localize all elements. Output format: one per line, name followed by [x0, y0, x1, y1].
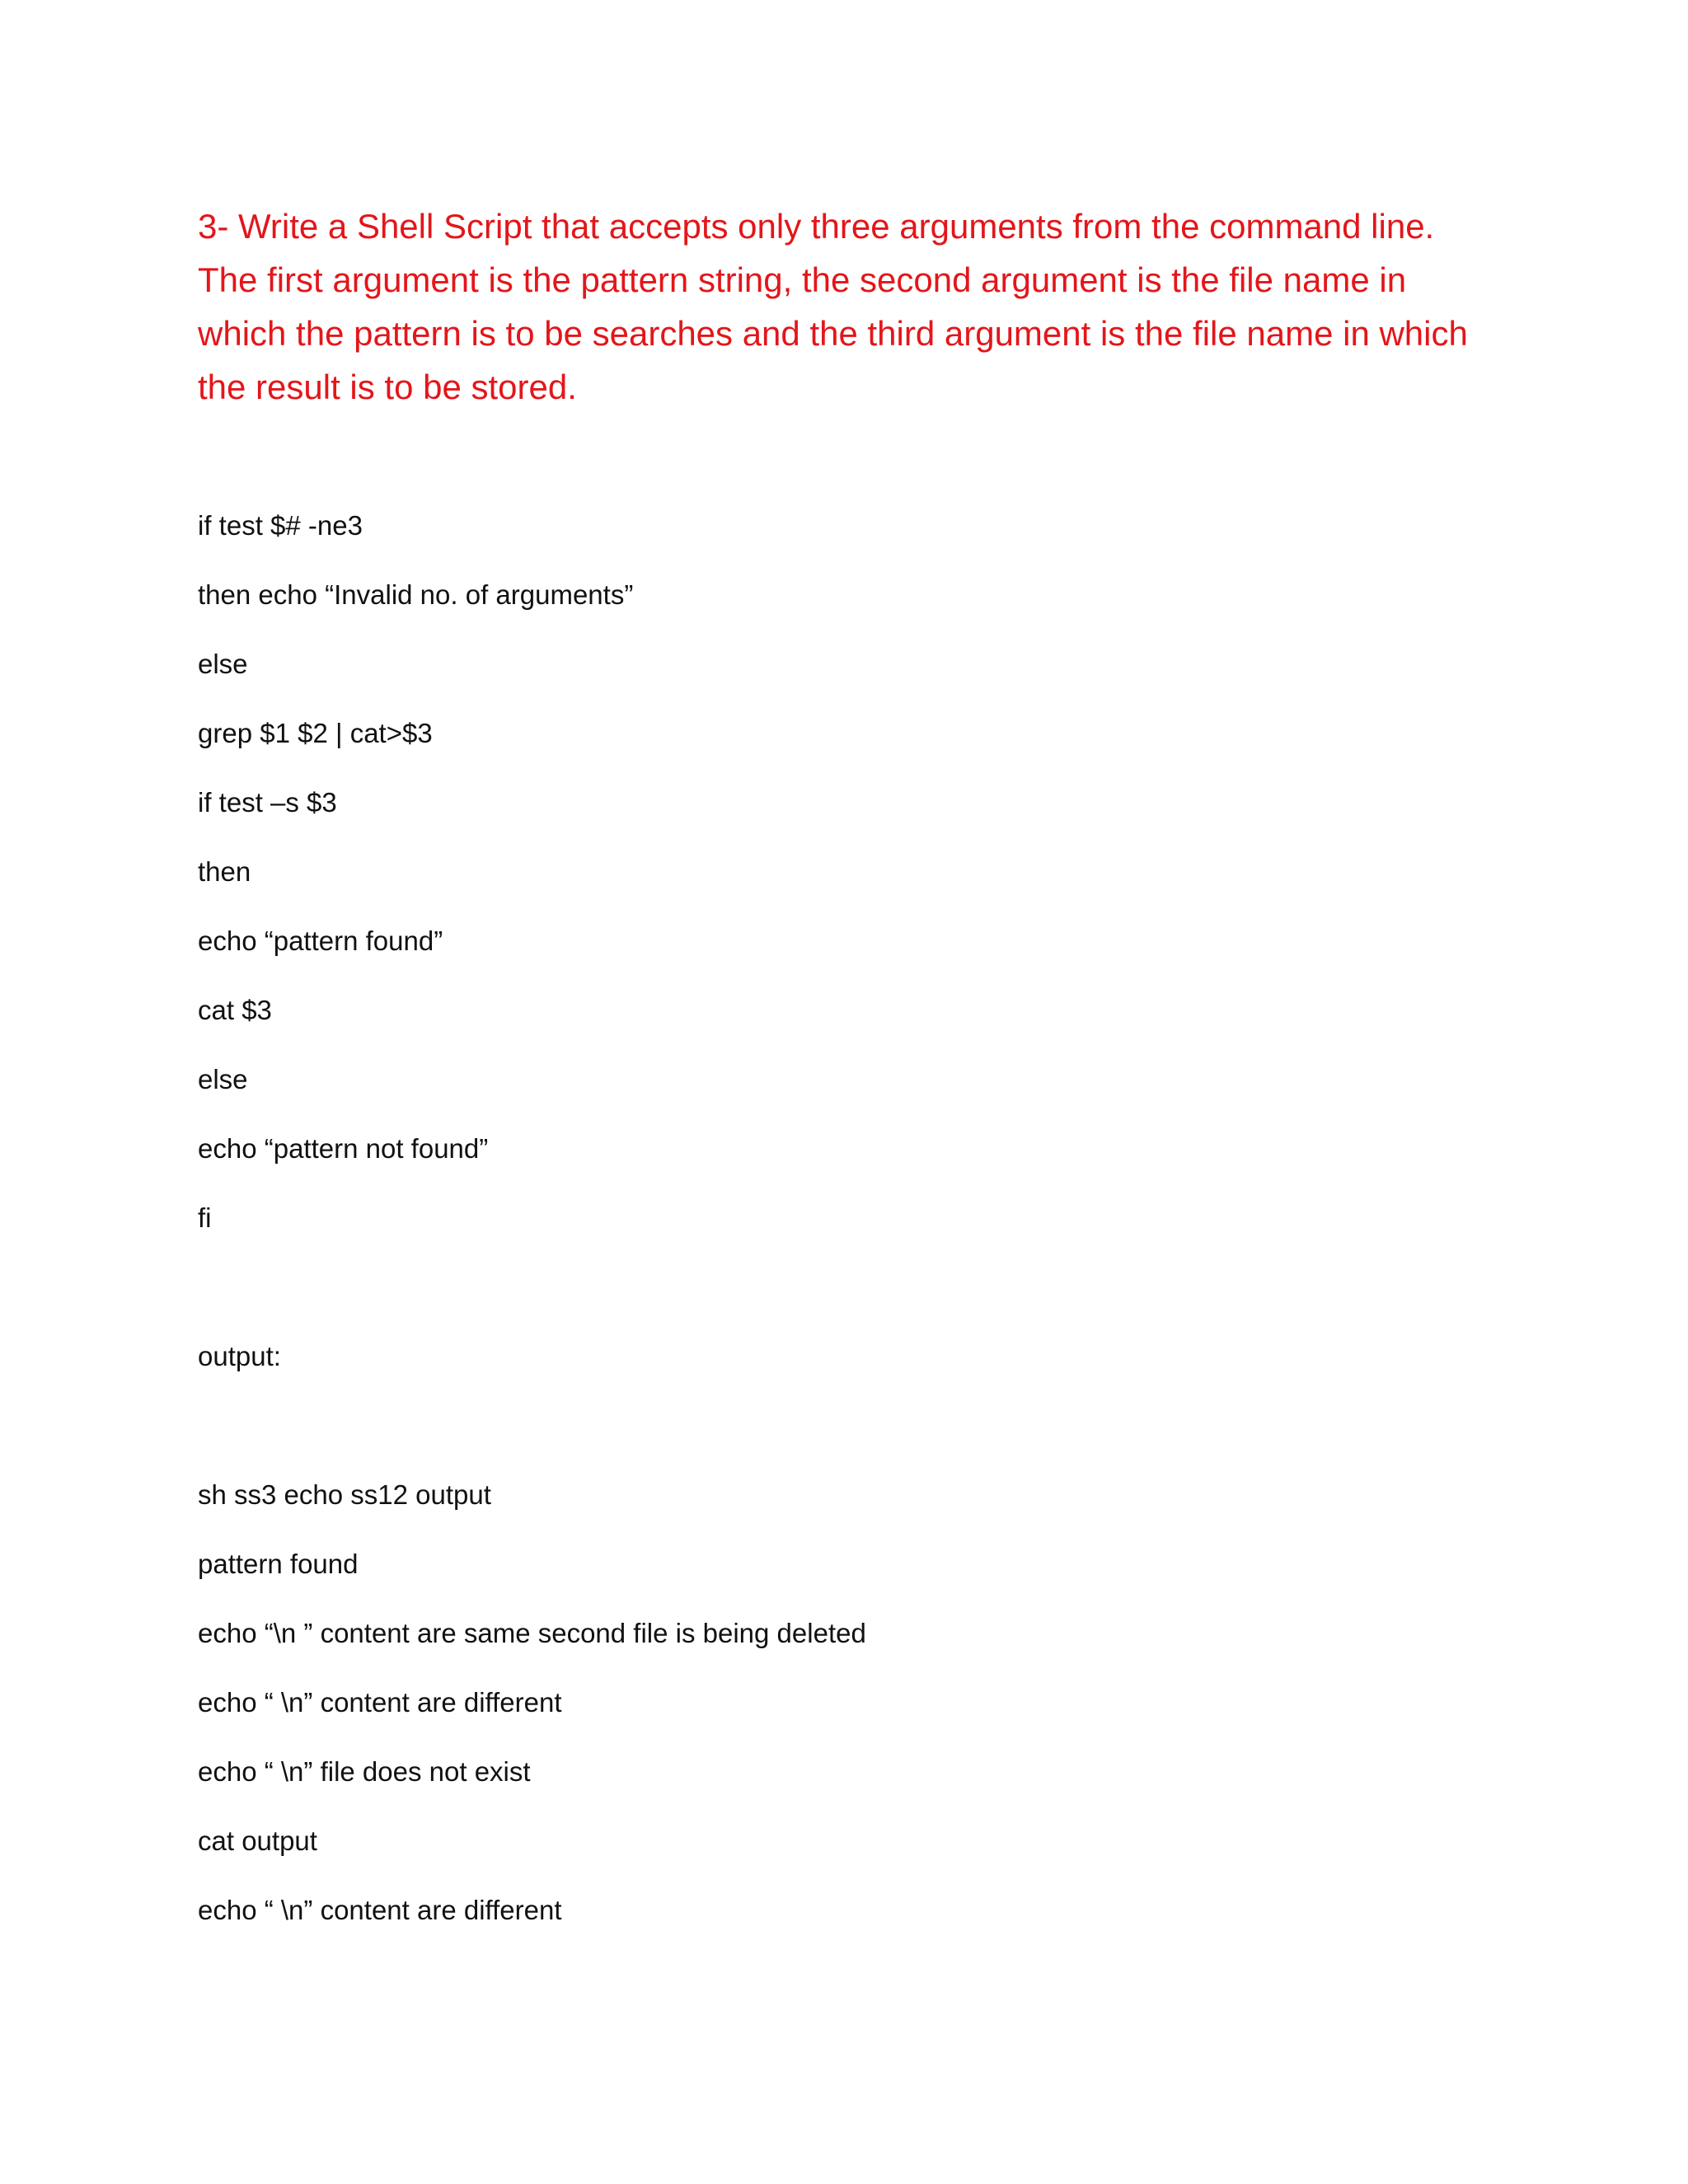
script-line-9: else: [198, 1064, 248, 1094]
script-line-5: if test –s $3: [198, 787, 337, 818]
script-line-11: fi: [198, 1202, 212, 1233]
script-line-7: echo “pattern found”: [198, 926, 443, 956]
script-line-2: then echo “Invalid no. of arguments”: [198, 579, 634, 610]
output-line-4: echo “ \n” content are different: [198, 1687, 562, 1718]
script-line-4: grep $1 $2 | cat>$3: [198, 718, 433, 748]
script-line-3: else: [198, 649, 248, 679]
output-line-3: echo “\n ” content are same second file is being deleted: [198, 1618, 866, 1648]
script-line-10: echo “pattern not found”: [198, 1133, 489, 1164]
output-label: output:: [198, 1341, 281, 1371]
output-line-6: cat output: [198, 1825, 317, 1856]
script-line-8: cat $3: [198, 995, 272, 1025]
script-line-1: if test $# -ne3: [198, 510, 363, 541]
question-heading: 3- Write a Shell Script that accepts only three arguments from the command line. The first argument is the pattern string, the second argument is the file name in which the pattern is to be searches and the third argument is the file name in which the result is to be stored.: [198, 207, 1468, 406]
script-line-6: then: [198, 856, 251, 887]
output-line-5: echo “ \n” file does not exist: [198, 1756, 531, 1787]
output-line-7: echo “ \n” content are different: [198, 1895, 562, 1925]
output-line-2: pattern found: [198, 1549, 359, 1579]
output-line-1: sh ss3 echo ss12 output: [198, 1479, 491, 1510]
